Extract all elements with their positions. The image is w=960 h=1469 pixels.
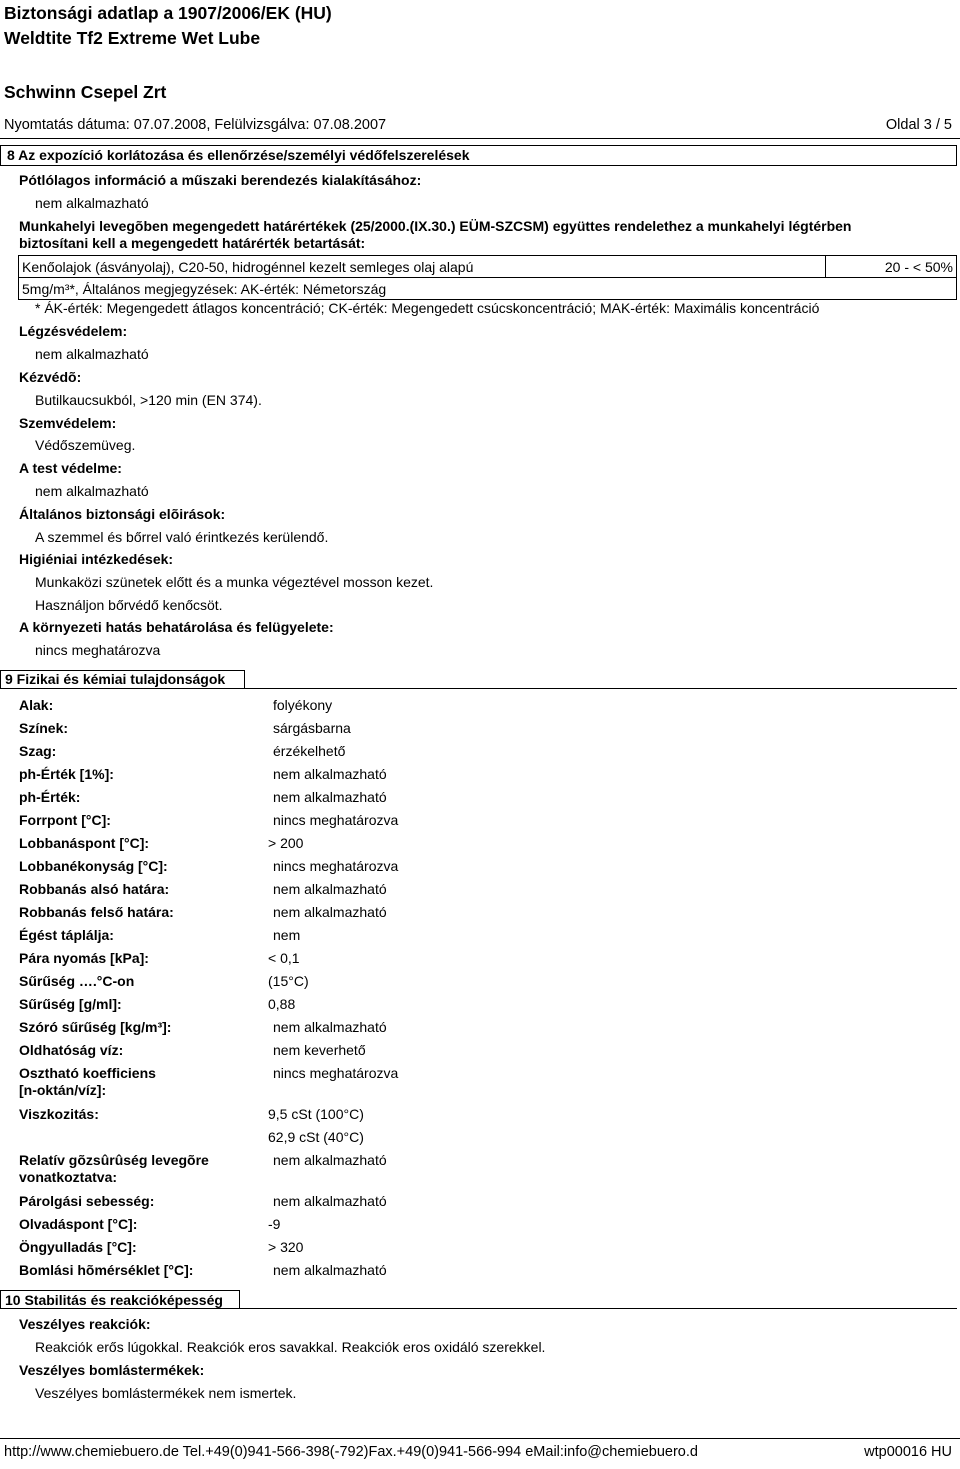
property-value: nem alkalmazható bbox=[273, 789, 387, 805]
property-value: < 0,1 bbox=[268, 950, 300, 966]
hygiene-value-1: Munkaközi szünetek előtt és a munka végeztével mosson kezet. bbox=[35, 574, 434, 590]
limits-intro-line2: biztosítani kell a megengedett határérték betartását: bbox=[19, 235, 366, 251]
table-row bbox=[19, 278, 957, 300]
property-label-text: Pára nyomás [kPa]: bbox=[19, 950, 149, 966]
reactions-label: Veszélyes reakciók: bbox=[19, 1316, 151, 1332]
property-label bbox=[19, 881, 169, 898]
property-label bbox=[19, 1042, 123, 1059]
property-label-text: Osztható koefficiens bbox=[19, 1065, 156, 1081]
property-label bbox=[19, 1239, 137, 1256]
product-name: Weldtite Tf2 Extreme Wet Lube bbox=[4, 28, 261, 48]
property-label bbox=[19, 835, 149, 852]
limits-intro-line1: Munkahelyi levegõben megengedett határértékek (25/2000.(IX.30.) EÜM-SZCSM) együttes rendelethez a munkahelyi légtérben bbox=[19, 218, 852, 234]
property-label-text: Párolgási sebesség: bbox=[19, 1193, 155, 1209]
property-label-text: Robbanás felső határa: bbox=[19, 904, 174, 920]
property-label-text: Relatív gõzsûrûség levegõre bbox=[19, 1152, 209, 1168]
property-label bbox=[19, 996, 122, 1013]
property-label-text: Viszkozitás: bbox=[19, 1106, 99, 1122]
property-label bbox=[19, 1106, 99, 1123]
decomposition-value: Veszélyes bomlástermékek nem ismertek. bbox=[35, 1385, 297, 1401]
respiratory-label: Légzésvédelem: bbox=[19, 323, 128, 339]
body-protection-value: nem alkalmazható bbox=[35, 483, 149, 499]
extra-info-label: Pótlólagos információ a műszaki berendezés kialakításához: bbox=[19, 172, 422, 188]
property-value: nem bbox=[273, 927, 301, 943]
property-label-text-cont: [n-oktán/víz]: bbox=[19, 1082, 107, 1098]
decomposition-label: Veszélyes bomlástermékek: bbox=[19, 1362, 205, 1378]
property-value: > 320 bbox=[268, 1239, 304, 1255]
property-value: nem alkalmazható bbox=[273, 1193, 387, 1209]
exposure-limits-table bbox=[18, 255, 957, 300]
property-label-text: Öngyulladás [°C]: bbox=[19, 1239, 137, 1255]
property-label bbox=[19, 1065, 156, 1099]
property-value: nem alkalmazható bbox=[273, 766, 387, 782]
footer-code: wtp00016 HU bbox=[864, 1444, 952, 1460]
extra-info-value: nem alkalmazható bbox=[35, 195, 149, 211]
property-label bbox=[19, 858, 168, 875]
section-10-rule bbox=[0, 1308, 957, 1309]
property-value: nem keverhető bbox=[273, 1042, 366, 1058]
property-label-text: Oldhatóság víz: bbox=[19, 1042, 124, 1058]
hand-protection-value: Butilkaucsukból, >120 min (EN 374). bbox=[35, 392, 262, 408]
general-safety-label: Általános biztonsági elõirások: bbox=[19, 506, 226, 522]
property-value: nem alkalmazható bbox=[273, 904, 387, 920]
property-label bbox=[19, 904, 174, 921]
property-label-text: Égést táplálja: bbox=[19, 927, 114, 943]
property-label-text: Lobbanáspont [°C]: bbox=[19, 835, 150, 851]
page-number: Oldal 3 / 5 bbox=[885, 117, 952, 133]
reactions-value: Reakciók erős lúgokkal. Reakciók eros savakkal. Reakciók eros oxidáló szerekkel. bbox=[35, 1339, 546, 1355]
section-10-title: 10 Stabilitás és reakcióképesség bbox=[5, 1292, 223, 1308]
body-protection-label: A test védelme: bbox=[19, 460, 122, 476]
substance-cell: Kenőolajok (ásványolaj), C20-50, hidrogénnel kezelt semleges olaj alapú bbox=[19, 256, 826, 278]
property-label bbox=[19, 1019, 171, 1036]
property-value: > 200 bbox=[268, 835, 304, 851]
environment-value: nincs meghatározva bbox=[35, 642, 161, 658]
property-label-text: Alak: bbox=[19, 697, 54, 713]
property-label-text: Szóró sűrűség [kg/m³]: bbox=[19, 1019, 172, 1035]
property-label-text: ph-Érték [1%]: bbox=[19, 766, 114, 782]
property-value: sárgásbarna bbox=[273, 720, 351, 736]
property-label-text: Olvadáspont [°C]: bbox=[19, 1216, 138, 1232]
property-label-text: Forrpont [°C]: bbox=[19, 812, 111, 828]
property-value: 0,88 bbox=[268, 996, 296, 1012]
limits-footnote: * ÁK-érték: Megengedett átlagos koncentráció; CK-érték: Megengedett csúcskoncentráció; MAK-érték: Maximális koncentráció bbox=[35, 300, 820, 316]
property-label-text: Szag: bbox=[19, 743, 57, 759]
property-value: (15°C) bbox=[268, 973, 309, 989]
property-label-text: Sűrűség ….°C-on bbox=[19, 973, 135, 989]
property-value-cont: 62,9 cSt (40°C) bbox=[268, 1129, 364, 1145]
print-info: Nyomtatás dátuma: 07.07.2008, Felülvizsgálva: 07.08.2007 bbox=[4, 117, 387, 133]
property-value: nem alkalmazható bbox=[273, 1262, 387, 1278]
property-label-text: Lobbanékonyság [°C]: bbox=[19, 858, 168, 874]
property-value: nincs meghatározva bbox=[273, 812, 399, 828]
property-label bbox=[19, 973, 134, 990]
property-label bbox=[19, 1193, 154, 1210]
respiratory-value: nem alkalmazható bbox=[35, 346, 149, 362]
eye-protection-value: Védőszemüveg. bbox=[35, 437, 136, 453]
property-label-text: ph-Érték: bbox=[19, 789, 81, 805]
general-safety-value: A szemmel és bőrrel való érintkezés kerülendő. bbox=[35, 529, 329, 545]
property-label-text: Bomlási hõmérséklet [°C]: bbox=[19, 1262, 194, 1278]
property-label-text-cont: vonatkoztatva: bbox=[19, 1169, 118, 1185]
header-divider bbox=[0, 138, 960, 139]
section-9-rule bbox=[0, 688, 957, 689]
property-label bbox=[19, 812, 111, 829]
property-value: folyékony bbox=[273, 697, 333, 713]
property-label bbox=[19, 743, 56, 760]
table-row bbox=[19, 256, 957, 278]
property-value: nincs meghatározva bbox=[273, 858, 399, 874]
property-label bbox=[19, 1216, 137, 1233]
limit-value-cell: 5mg/m³*, Általános megjegyzések: AK-érték: Németország bbox=[19, 278, 957, 300]
property-label bbox=[19, 789, 80, 806]
property-label bbox=[19, 1152, 209, 1186]
footer-divider bbox=[0, 1438, 960, 1439]
environment-label: A környezeti hatás behatárolása és felügyelete: bbox=[19, 619, 334, 635]
hand-protection-label: Kézvédõ: bbox=[19, 369, 82, 385]
section-8-title: 8 Az expozíció korlátozása és ellenőrzése/személyi védőfelszerelések bbox=[0, 145, 957, 166]
property-value: nem alkalmazható bbox=[273, 1152, 387, 1168]
property-value: nem alkalmazható bbox=[273, 881, 387, 897]
property-label-text: Sűrűség [g/ml]: bbox=[19, 996, 122, 1012]
property-label-text: Robbanás alsó határa: bbox=[19, 881, 170, 897]
eye-protection-label: Szemvédelem: bbox=[19, 415, 117, 431]
footer-contact: http://www.chemiebuero.de Tel.+49(0)941-566-398(-792)Fax.+49(0)941-566-994 eMail:info@chemiebuero.d bbox=[4, 1444, 698, 1460]
concentration-cell: 20 - < 50% bbox=[826, 256, 957, 278]
property-label-text: Színek: bbox=[19, 720, 69, 736]
property-label bbox=[19, 1262, 193, 1279]
property-value: nem alkalmazható bbox=[273, 1019, 387, 1035]
property-label bbox=[19, 720, 68, 737]
property-value: 9,5 cSt (100°C) bbox=[268, 1106, 364, 1122]
property-label bbox=[19, 950, 149, 967]
property-label bbox=[19, 766, 114, 783]
section-9-title: 9 Fizikai és kémiai tulajdonságok bbox=[5, 671, 226, 687]
property-value: érzékelhető bbox=[273, 743, 346, 759]
property-value: nincs meghatározva bbox=[273, 1065, 399, 1081]
property-label bbox=[19, 697, 53, 714]
company-name: Schwinn Csepel Zrt bbox=[4, 82, 167, 102]
document-title: Biztonsági adatlap a 1907/2006/EK (HU) bbox=[4, 3, 332, 23]
property-value: -9 bbox=[268, 1216, 281, 1232]
hygiene-label: Higiéniai intézkedések: bbox=[19, 551, 174, 567]
hygiene-value-2: Használjon bőrvédő kenőcsöt. bbox=[35, 597, 223, 613]
property-label bbox=[19, 927, 114, 944]
